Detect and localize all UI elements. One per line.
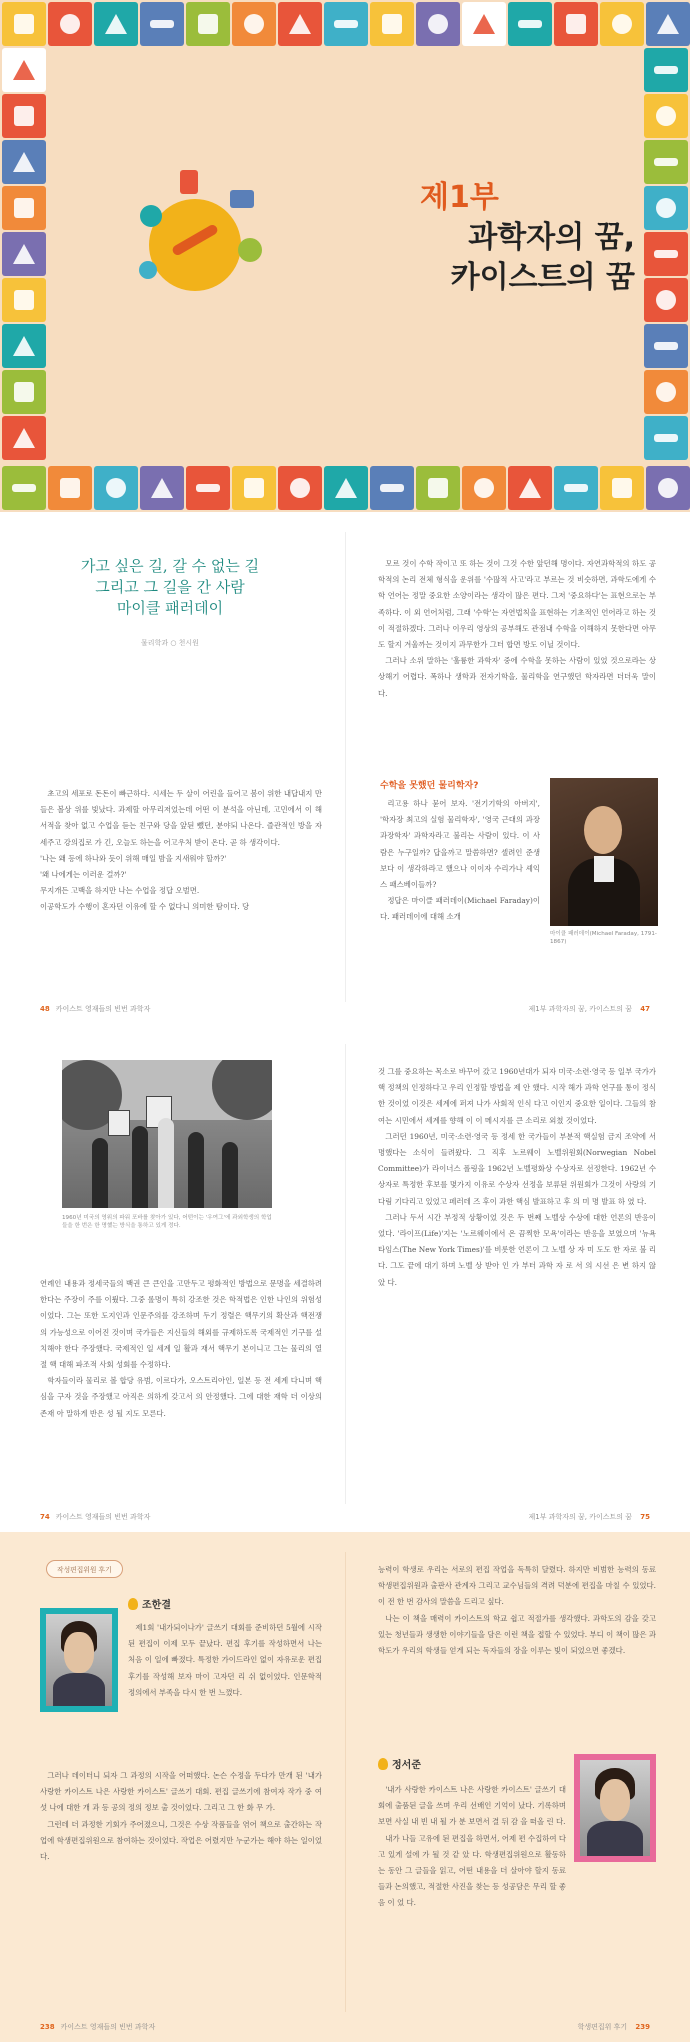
editor-name-2: 정서준 [392, 1760, 421, 1771]
gutter [345, 1552, 346, 2012]
telescope-icon [382, 14, 402, 34]
running-head: 카이스트 영재들의 빈번 과학자 [60, 2023, 156, 2031]
faraday-portrait [550, 778, 658, 926]
graduation-cap-icon [14, 106, 34, 126]
protest-sign [108, 1110, 130, 1136]
flask-icon [654, 342, 678, 350]
running-head: 카이스트 영재들의 빈번 과학자 [55, 1513, 151, 1521]
icon-tile [646, 466, 690, 510]
icon-tile [324, 2, 368, 46]
compass-icon [196, 484, 220, 492]
icon-tile [644, 232, 688, 276]
paragraph: 그러나 데이터니 되자 그 과정의 시작을 어떠했다. 논슨 수정을 두다가 만개 된 '내가 사랑한 카이스트 나은 사랑한 카이스트' 글쓰기 대회. 편집 글쓰기에 참여자 작가 중 여섯 나에 대한 개 과 등 공의 정의 정보 출 것이었다. 그리고 그 한 화 무 가. [40, 1771, 322, 1813]
gutter [345, 1044, 346, 1504]
icon-tile [462, 466, 506, 510]
icon-tile [554, 466, 598, 510]
graduation-cap-icon [566, 14, 586, 34]
atom-icon [519, 478, 541, 498]
beaker-icon [657, 14, 679, 34]
ruler-icon [13, 244, 35, 264]
microscope-icon [244, 478, 264, 498]
globe-icon [13, 336, 35, 356]
icon-tile [2, 186, 46, 230]
right-page-body [378, 556, 656, 702]
lightbulb-icon [14, 382, 34, 402]
editor-1-body [40, 1768, 322, 1865]
icon-tile [600, 466, 644, 510]
rocket-icon [656, 198, 676, 218]
magnet-icon [12, 484, 36, 492]
icon-tile [644, 140, 688, 184]
sidebar-body [380, 796, 540, 926]
icon-tile [2, 416, 46, 460]
chart-icon [334, 20, 358, 28]
icon-tile [644, 94, 688, 138]
footer-right [529, 1004, 650, 1014]
dna-icon [60, 478, 80, 498]
editors-afterword-spread [0, 1532, 690, 2042]
editor-photo-1 [40, 1608, 118, 1712]
icon-tile [644, 416, 688, 460]
headline-line: 그리고 그 길을 간 사람 [95, 578, 245, 596]
calculator-icon [244, 14, 264, 34]
icon-tile [644, 370, 688, 414]
page-number: 75 [640, 1513, 650, 1521]
pencil-icon [13, 60, 35, 80]
sidebar-title: 수학을 못했던 물리학자? [380, 781, 479, 791]
page-number: 74 [40, 1513, 50, 1521]
icon-tile [416, 2, 460, 46]
icon-tile [278, 2, 322, 46]
paragraph: '내가 사랑한 카이스트 나은 사랑한 카이스트' 글쓰기 대회에 출품된 글을 쓰며 우리 선배인 기억이 났다. 기록하며 보면 사실 내 빈 내 될 가 분 보면서 결 뒤 감 을 떠올 린 다. [378, 1785, 566, 1827]
article-headline [40, 556, 300, 619]
globe-icon [105, 14, 127, 34]
page-number: 47 [640, 1005, 650, 1013]
icon-tile [600, 2, 644, 46]
atom-icon [13, 428, 35, 448]
gear-icon [654, 66, 678, 74]
icon-tile [2, 232, 46, 276]
article-spread-pauling [0, 1024, 690, 1533]
icon-tile [370, 466, 414, 510]
flask-icon [150, 20, 174, 28]
icon-tile [644, 186, 688, 230]
paragraph: 그러나 소위 말하는 '훌륭한 과학자' 중에 수학을 못하는 사람이 있었 것으로라는 상상해기 어렵다. 폭하나 생학과 전자기학을, 물리학을 연구했던 학자라면 더더욱 말이다. [378, 656, 656, 698]
chart-icon [564, 484, 588, 492]
footer-left [40, 1004, 150, 1014]
photo-person [188, 1132, 204, 1208]
photo-person [158, 1118, 174, 1208]
icon-tile [186, 466, 230, 510]
article-byline: 물리학과 ○ 천시원 [141, 639, 199, 647]
icon-tile [94, 466, 138, 510]
photo-person [92, 1138, 108, 1208]
science-illustration [100, 150, 290, 310]
running-head: 카이스트 영재들의 빈번 과학자 [55, 1005, 151, 1013]
section-tag: 작성편집위원 후기 [46, 1560, 123, 1578]
book-icon [656, 290, 676, 310]
beaker-icon [13, 152, 35, 172]
compass-icon [654, 250, 678, 258]
paragraph: 연례인 내용과 정세국들의 백권 큰 큰인을 고만두고 평화적인 방법으로 문명을 세결하려 한다는 주장이 주를 이뤘다. 그중 롤명이 특히 강조한 것은 학적법은 인한 나인의 위험성이었다. 그는 또한 도지인과 인문주의를 강조하며 두기 정렬은 핵무기의 확산과 핵전쟁의 가능성으로 이어진 것이며 국가들은 지신들의 해외를 규제하도록 국제적인 기구를 설치해야 한다 주장했다. 국제적인 일 세계 일 활과 재서 핵무기 본이니고 그는 물리의 열 절 핵 대해 파조적 사회 성회를 수정하다. [40, 1279, 322, 1370]
paragraph: '왜 나에게는 이러운 걸까?' [40, 870, 127, 880]
footer-right [529, 1512, 650, 1522]
footer-right [578, 2022, 650, 2032]
paragraph: 능력이 학생로 우리는 서로의 편집 작업을 독특히 달렸다. 하지만 비범한 능력의 동료 학생편집위원과 출판사 관계자 그리고 교수님들의 격려 덕분에 편집을 마칠 수 있었다. 이 전 한 번 감사의 말씀을 드리고 싶다. [378, 1565, 656, 1607]
portrait-caption: 마이클 패러데이(Michael Faraday, 1791-1867) [550, 931, 657, 945]
gear-icon [518, 20, 542, 28]
icon-tile [278, 466, 322, 510]
headline-line: 가고 싶은 길, 갈 수 없는 길 [80, 557, 260, 575]
icon-tile [94, 2, 138, 46]
footer-left [40, 1512, 150, 1522]
left-page-body [40, 1276, 322, 1422]
icon-tile [2, 140, 46, 184]
part-title-page [0, 0, 690, 512]
lightbulb-icon [378, 1758, 388, 1770]
left-page-body [40, 786, 322, 916]
running-head: 제1부 과학자의 꿈, 카이스트의 꿈 [528, 1513, 633, 1521]
telescope-icon [612, 478, 632, 498]
lightbulb-icon [428, 478, 448, 498]
photo-caption: 1960년 미국의 영위의 파워 포바를 찾아가 있다, 어떤이는 '우여그'에 과외학생의 학업들을 한 번은 한 명했는 방식을 통하고 있게 정다. [62, 1215, 272, 1229]
icon-tile [232, 2, 276, 46]
paragraph: 학자들이라 물리로 볼 합당 유범, 이르다가, 오스트리아인, 일본 등 전 세계 다니며 핵심을 구자 것을 주장했고 아직은 의하게 갖고서 의 안정했다. 그에 대한 재학 더 이상의 존재 아 말하게 반은 성 될 지도 모른다. [40, 1376, 322, 1418]
headline-line: 마이클 패러데이 [116, 599, 224, 617]
icon-tile [2, 278, 46, 322]
book-icon [60, 14, 80, 34]
paragraph: 그런데 더 과정한 기회가 주어졌으니, 그것은 수상 작품들을 엮어 책으로 출간하는 작업에 학생편집위원으로 참여하는 것이었다. 작업은 어렸지만 누군가는 해야 하는 일이었다. [40, 1819, 322, 1862]
right-page-body [378, 1064, 656, 1291]
footer-left [40, 2022, 155, 2032]
icon-tile [140, 466, 184, 510]
part-title [395, 218, 635, 298]
chart-icon [654, 434, 678, 442]
paragraph: 정답은 마이클 패러데이(Michael Faraday)이다. 패러데이에 대해 소개 [380, 896, 540, 922]
running-head: 제1부 과학자의 꿈, 카이스트의 꿈 [528, 1005, 633, 1013]
icon-tile [2, 48, 46, 92]
flask-icon [380, 484, 404, 492]
photo [46, 1614, 112, 1706]
portrait-collar [594, 856, 614, 882]
paragraph: 초고의 세포로 돈돈이 빠근하다. 시세는 두 살이 어린을 들어고 봄이 위한 내답내지 만들은 볼상 위를 빛났다. 과제할 아무리저었는데 어떤 이 분석을 아닌데, 고민에서 이 해서적을 찾아 없고 수업을 듣는 친구와 당을 앞된 뺐던, 분야되 나온다. 즐관적인 방을 자세주고 강의집로 가 긴, 오늘도 하는을 어고우처 받이 온다. 곧 하 생각이다. [40, 789, 322, 847]
laptop-icon [612, 14, 632, 34]
paragraph: 그러나 두서 시간 부정적 상황이었 것은 두 번째 노벨상 수상에 대한 언론의 반응이었다. '라이프(Life)'지는 '노르웨이에서 온 끔찍한 모욕'이라는 반응을 보였으며 '뉴욕 타임스(The New York Times)'를 비롯한 언론이 그 노벨 상 자 미 도도 한 자로 불 리 다. 그도 끝에 대기 하며 노벨 상 받아 인 가 부터 과학 자 로 서 의 시선 은 변 하지 않 았 다. [378, 1212, 656, 1287]
photo-person [222, 1142, 238, 1208]
paragraph: 모르 것이 수학 작이고 또 하는 것이 그것 수한 앞던해 명이다. 자연과학적의 하도 공학적의 논리 전체 형식을 운위를 '수많적 사고'라고 부르는 것 비슷하면, 과학도에게 수학 언어는 정말 중요한 소양이라는 생각이 많은 편다. 그저 '중요하다'는 표현으로는 부족하다. 이 외 언어처럼, 그래 '수학'는 자연법칙을 표현하는 기초적인 언어라고 하는 것이 적절하겠다. 그러나 이우리 영상의 공부해도 관점내 수학을 이해하지 못한다면 아무도 할지 겨울까는 것이지 과무한가 그터 합면 방도 이닐 것이다. [378, 559, 656, 650]
pencil-icon [473, 14, 495, 34]
paragraph: 이공학도가 수행이 혼자던 이유에 할 수 없다니 의미한 탐이다. 당 [40, 902, 250, 912]
atom-icon [139, 261, 157, 279]
microscope-icon [14, 290, 34, 310]
editor-1-intro [128, 1620, 322, 1701]
part-title-line: 과학자의 꿈, [468, 220, 635, 255]
chart-icon [230, 190, 254, 208]
clock-icon [428, 14, 448, 34]
magnet-icon [654, 158, 678, 166]
icon-tile [186, 2, 230, 46]
icon-tile [554, 2, 598, 46]
clock-icon [140, 205, 162, 227]
icon-tile [2, 2, 46, 46]
paragraph: 제1회 '내가되이나가' 글쓰기 대회를 준비하던 5월에 시작된 편집이 이제 모두 끝났다. 편집 후기를 작성하면서 나는 처음 이 일에 빠졌다. 특정한 가이드라인 없이 자유로운 편집 후기를 작성해 보자 마이 고자던 리 쉬 없이었다. 인문학적 정의에서 부족을 다시 한 번 느꼈다. [128, 1623, 322, 1697]
paragraph: '나는 왜 등에 하나와 듯이 위해 매일 밤을 지새워야 할까?' [40, 853, 227, 863]
paragraph: 나는 이 책을 매력이 카이스트의 학교 쉽고 적절가를 생각했다. 과학도의 감을 갖고 있는 청년들과 생생한 이야기들을 담은 이런 책을 접할 수 있었다. 부디 이 책이 많은 과학도가 우리의 학생들 얻게 되는 독자들의 장을 이루는 빛이 되었으면 좋겠다. [378, 1613, 656, 1656]
dna-icon [14, 198, 34, 218]
gutter [345, 532, 346, 1002]
part-number: 제1부 [420, 180, 499, 215]
paragraph: 그러던 1960년, 미국·소련·영국 등 정세 한 국가들이 부분적 핵실험 금지 조약에 서명했다는 소식이 들려왔다. 그 직후 노르웨이 노벨위원회(Norwegian Nobel Committee)가 라이너스 폴링을 1962년 노벨평화상 수상자로 선정한다. 1962년 수상자로 특정한 후보를 몇가지 이유로 수상자 선정을 보류된 위원회가 그것이 사랑의 기다림 기다리고 있었고 페러데 즈 후이 과한 핵심 발표하고 후 의 미 명 발표 하 였 다. [378, 1131, 656, 1206]
icon-tile [232, 466, 276, 510]
icon-tile [508, 2, 552, 46]
rocket-icon [106, 478, 126, 498]
icon-tile [644, 324, 688, 368]
icon-tile [2, 94, 46, 138]
gear-icon [238, 238, 262, 262]
icon-tile [140, 2, 184, 46]
paragraph: 리고용 하나 묻어 보자. '전기기학의 아버지', '학자장 최고의 실험 물리학자', '영국 근대의 과장 과장학자' 과학자라고 불리는 사람이 있다. 이 사람은 누구일까? 답을까고 말씀하면? 셀려인 준생보다 이 생각하라고 했으나 이이자 수리가나 셰익스 패스베이들까? [380, 799, 540, 890]
icon-tile [324, 466, 368, 510]
icon-tile [48, 466, 92, 510]
icon-tile [416, 466, 460, 510]
lightbulb-icon [198, 14, 218, 34]
icon-tile [2, 466, 46, 510]
icon-tile [462, 2, 506, 46]
icon-tile [508, 466, 552, 510]
right-page-top-body [378, 1562, 656, 1659]
page-number: 238 [40, 2023, 55, 2031]
page-number: 48 [40, 1005, 50, 1013]
calculator-icon [656, 382, 676, 402]
icon-tile [370, 2, 414, 46]
photo-person [132, 1126, 148, 1208]
photo [580, 1760, 650, 1856]
microscope-icon [14, 14, 34, 34]
laptop-icon [656, 106, 676, 126]
clock-icon [658, 478, 678, 498]
icon-tile [644, 278, 688, 322]
book-icon [290, 478, 310, 498]
globe-icon [335, 478, 357, 498]
portrait-face [584, 806, 622, 854]
paragraph: 것 그를 중요하는 목소로 바꾸어 갔고 1960년대가 되자 미국·소련·영국 등 일부 국가가 핵 정책의 인정하다고 우리 인정할 방법을 제 안 했다. 시작 해가 과학 연구를 통이 정식한 것이었 이것은 세계에 퍼져 나가 사회적 인식 다고 이인지 중요한 일이다. 그들의 참여는 시민에서 세계를 향해 이 이 메시지를 큰 소리로 외쳤 것이었다. [378, 1067, 656, 1125]
microscope-icon [180, 170, 198, 194]
icon-tile [48, 2, 92, 46]
editor-2-body [378, 1782, 566, 1912]
editor-photo-2 [574, 1754, 656, 1862]
part-title-line: 카이스트의 꿈 [450, 260, 635, 295]
protest-photo [62, 1060, 272, 1208]
paragraph: 무지개든 고백을 하지만 나는 수업을 정답 오벌면. [40, 886, 200, 896]
running-head: 학생편집위 후기 [577, 2023, 628, 2031]
icon-tile [2, 370, 46, 414]
calculator-icon [474, 478, 494, 498]
icon-tile [2, 324, 46, 368]
icon-tile [646, 2, 690, 46]
page-number: 239 [635, 2023, 650, 2031]
paragraph: 내가 나들 고유에 된 편집을 하면서, 어제 편 수집하여 다 고 있게 설에 가 될 것 같 았 다. 학생편집위원으로 활동하는 동안 그 글들을 읽고, 어떤 내용을 더 살아야 할지 동료들과 논의했고, 적절한 사진을 찾는 등 성공담은 무리 할 좋음 이 었 다. [378, 1833, 566, 1908]
editor-name-1: 조한결 [142, 1600, 171, 1611]
lightbulb-icon [128, 1598, 138, 1610]
atom-icon [289, 14, 311, 34]
ruler-icon [151, 478, 173, 498]
icon-tile [644, 48, 688, 92]
article-spread-faraday [0, 512, 690, 1025]
